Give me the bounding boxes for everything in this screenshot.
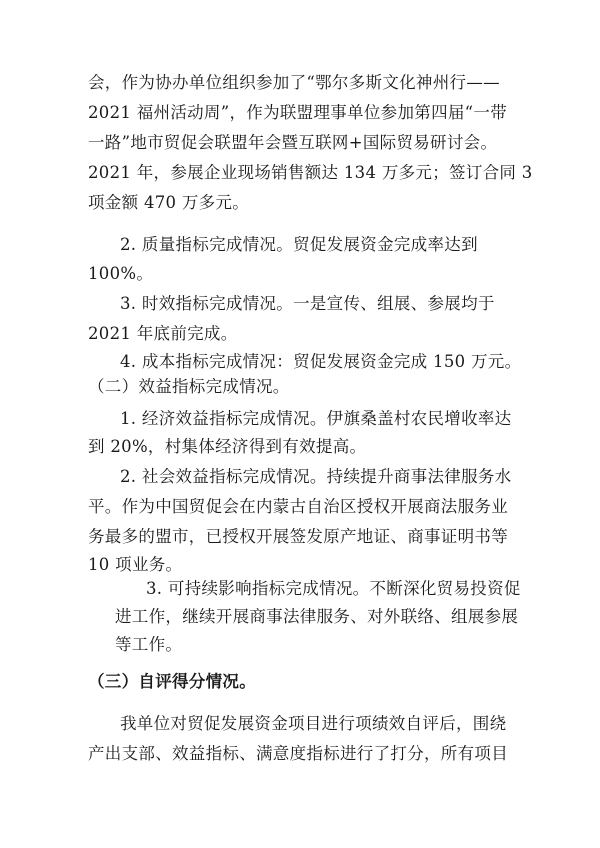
- text-line: 10 项业务。: [88, 555, 183, 574]
- text-line: 100%。: [88, 264, 154, 283]
- text-line: 一路”地市贸促会联盟年会暨互联网+国际贸易研讨会。: [88, 133, 498, 152]
- text-line: 务最多的盟市，已授权开展签发原产地证、商事证明书等: [88, 527, 508, 546]
- text-line: 2. 社会效益指标完成情况。持续提升商事法律服务水: [120, 467, 512, 486]
- text-line: 等工作。: [115, 635, 183, 654]
- section-heading: （三）自评得分情况。: [88, 672, 256, 691]
- text-line: 4. 成本指标完成情况：贸促发展资金完成 150 万元。: [120, 352, 522, 371]
- section-heading: （二）效益指标完成情况。: [88, 377, 290, 396]
- text-line: 3. 可持续影响指标完成情况。不断深化贸易投资促: [146, 579, 521, 598]
- text-line: 2. 质量指标完成情况。贸促发展资金完成率达到: [120, 235, 478, 254]
- text-line: 2021 福州活动周”，作为联盟理事单位参加第四届“一带: [88, 103, 508, 122]
- text-line: 进工作，继续开展商事法律服务、对外联络、组展参展: [115, 607, 519, 626]
- text-line: 我单位对贸促发展资金项目进行项绩效自评后，围绕: [120, 714, 507, 733]
- text-line: 会，作为协办单位组织参加了“鄂尔多斯文化神州行——: [88, 73, 500, 92]
- text-line: 3. 时效指标完成情况。一是宣传、组展、参展均于: [120, 294, 495, 313]
- text-line: 项金额 470 万多元。: [88, 193, 250, 212]
- text-line: 平。作为中国贸促会在内蒙古自治区授权开展商法服务业: [88, 497, 508, 516]
- text-line: 到 20%，村集体经济得到有效提高。: [88, 437, 367, 456]
- text-line: 产出支部、效益指标、满意度指标进行了打分，所有项目: [88, 744, 508, 763]
- text-line: 2021 年底前完成。: [88, 324, 238, 343]
- text-line: 1. 经济效益指标完成情况。伊旗桑盖村农民增收率达: [120, 409, 512, 428]
- text-line: 2021 年，参展企业现场销售额达 134 万多元；签订合同 3: [88, 163, 533, 182]
